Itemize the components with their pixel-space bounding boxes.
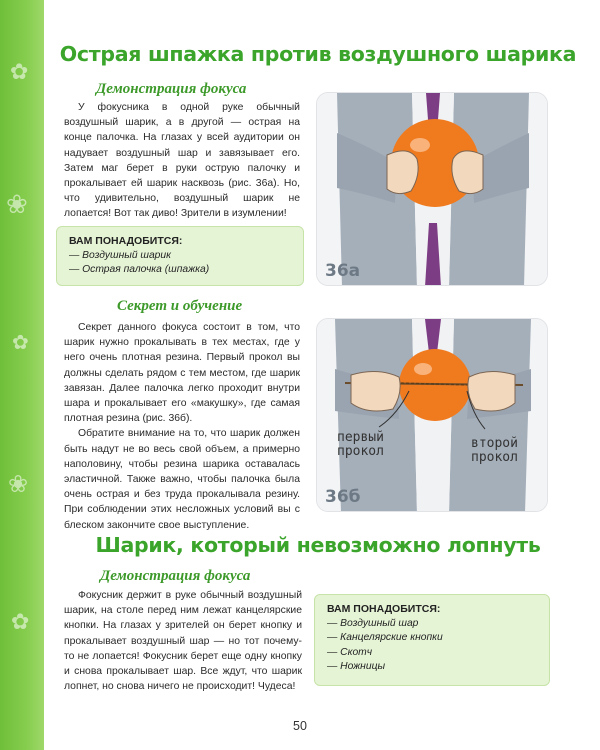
figure-36b — [316, 318, 548, 512]
section2-demo-heading: Демонстрация фокуса — [100, 568, 251, 584]
annotation-line: первый — [337, 430, 384, 445]
page-number: 50 — [293, 719, 307, 733]
section1-demo-text — [64, 100, 300, 222]
swirl-decoration-icon: ✿ — [10, 60, 29, 85]
needs-box-2 — [314, 594, 550, 686]
section1-title: Острая шпажка против воздушного шарика — [59, 42, 577, 66]
annotation-first-puncture — [337, 431, 384, 459]
paragraph: Секрет данного фокуса состоит в том, что шарик нужно прокалывать в тех местах, где у него очень плотная резина. Первый прокол вы должны сделать рядом с тем местом, где шарик завязан. Далее палочка легко проходит внутри шара и прокалывает его «макушку», где самая плотная резина (рис. 36б). — [64, 322, 300, 425]
paragraph: У фокусника в одной руке обычный воздушный шарик, а в другой — острая на конце палочка. На глазах у всей аудитории он надувает воздушный шар и завязывает его. Затем маг берет в руки острую палочку и прокалывает ей шарик насквозь (рис. 36а). Но, что удивительно, воздушный шарик не лопается! Вот так диво! Зрители в изумлении! — [64, 102, 300, 220]
swirl-decoration-icon: ❀ — [8, 470, 29, 498]
section2-title: Шарик, который невозможно лопнуть — [95, 533, 541, 557]
illustration-magician-balloon — [317, 93, 548, 286]
needs-item: — Канцелярские кнопки — [327, 632, 443, 644]
needs-item: — Воздушный шарик — [69, 250, 171, 261]
illustration-skewer-through-balloon — [317, 319, 548, 512]
figure-label: 36б — [325, 487, 361, 507]
needs-item: — Скотч — [327, 646, 373, 658]
needs-item: — Ножницы — [327, 661, 386, 673]
annotation-line: второй — [471, 436, 518, 451]
section1-secret-heading: Секрет и обучение — [117, 298, 243, 314]
needs-item: — Острая палочка (шпажка) — [69, 264, 210, 276]
needs-heading: ВАМ ПОНАДОБИТСЯ: — [69, 235, 183, 247]
figure-36a — [316, 92, 548, 286]
annotation-second-puncture — [471, 437, 518, 465]
needs-box-1 — [56, 226, 304, 286]
swirl-decoration-icon: ✿ — [12, 330, 29, 354]
decorative-side-band — [0, 0, 44, 750]
needs-item: — Воздушный шар — [327, 618, 419, 629]
section1-demo-heading: Демонстрация фокуса — [96, 81, 247, 97]
figure-label: 36а — [325, 261, 361, 281]
section2-demo-text — [64, 588, 302, 694]
swirl-decoration-icon: ✿ — [11, 610, 30, 635]
swirl-decoration-icon: ❀ — [6, 190, 28, 220]
annotation-line: прокол — [337, 444, 384, 459]
annotation-line: прокол — [471, 450, 518, 465]
paragraph: Фокусник держит в руке обычный воздушный шарик, на столе перед ним лежат канцелярские кнопки. На глазах у зрителей он берет кнопку и прокалывает воздушный шар — но тот почему-то не лопается! Фокусник берет еще одну кнопку и снова прокалывает шар. Все ждут, что шарик лопнет, но снова ничего не происходит! Чудеса! — [64, 590, 302, 693]
paragraph: Обратите внимание на то, что шарик должен быть надут не во весь свой объем, а примерно наполовину, чтобы резина шарика оставалась эластичной. Также важно, чтобы палочка была очень острая и без труда прокалывала резину. При соблюдении этих несложных условий вы с блеском закончите свое выступление. — [64, 428, 300, 531]
needs-heading: ВАМ ПОНАДОБИТСЯ: — [327, 603, 441, 615]
section1-secret-text — [64, 320, 300, 533]
